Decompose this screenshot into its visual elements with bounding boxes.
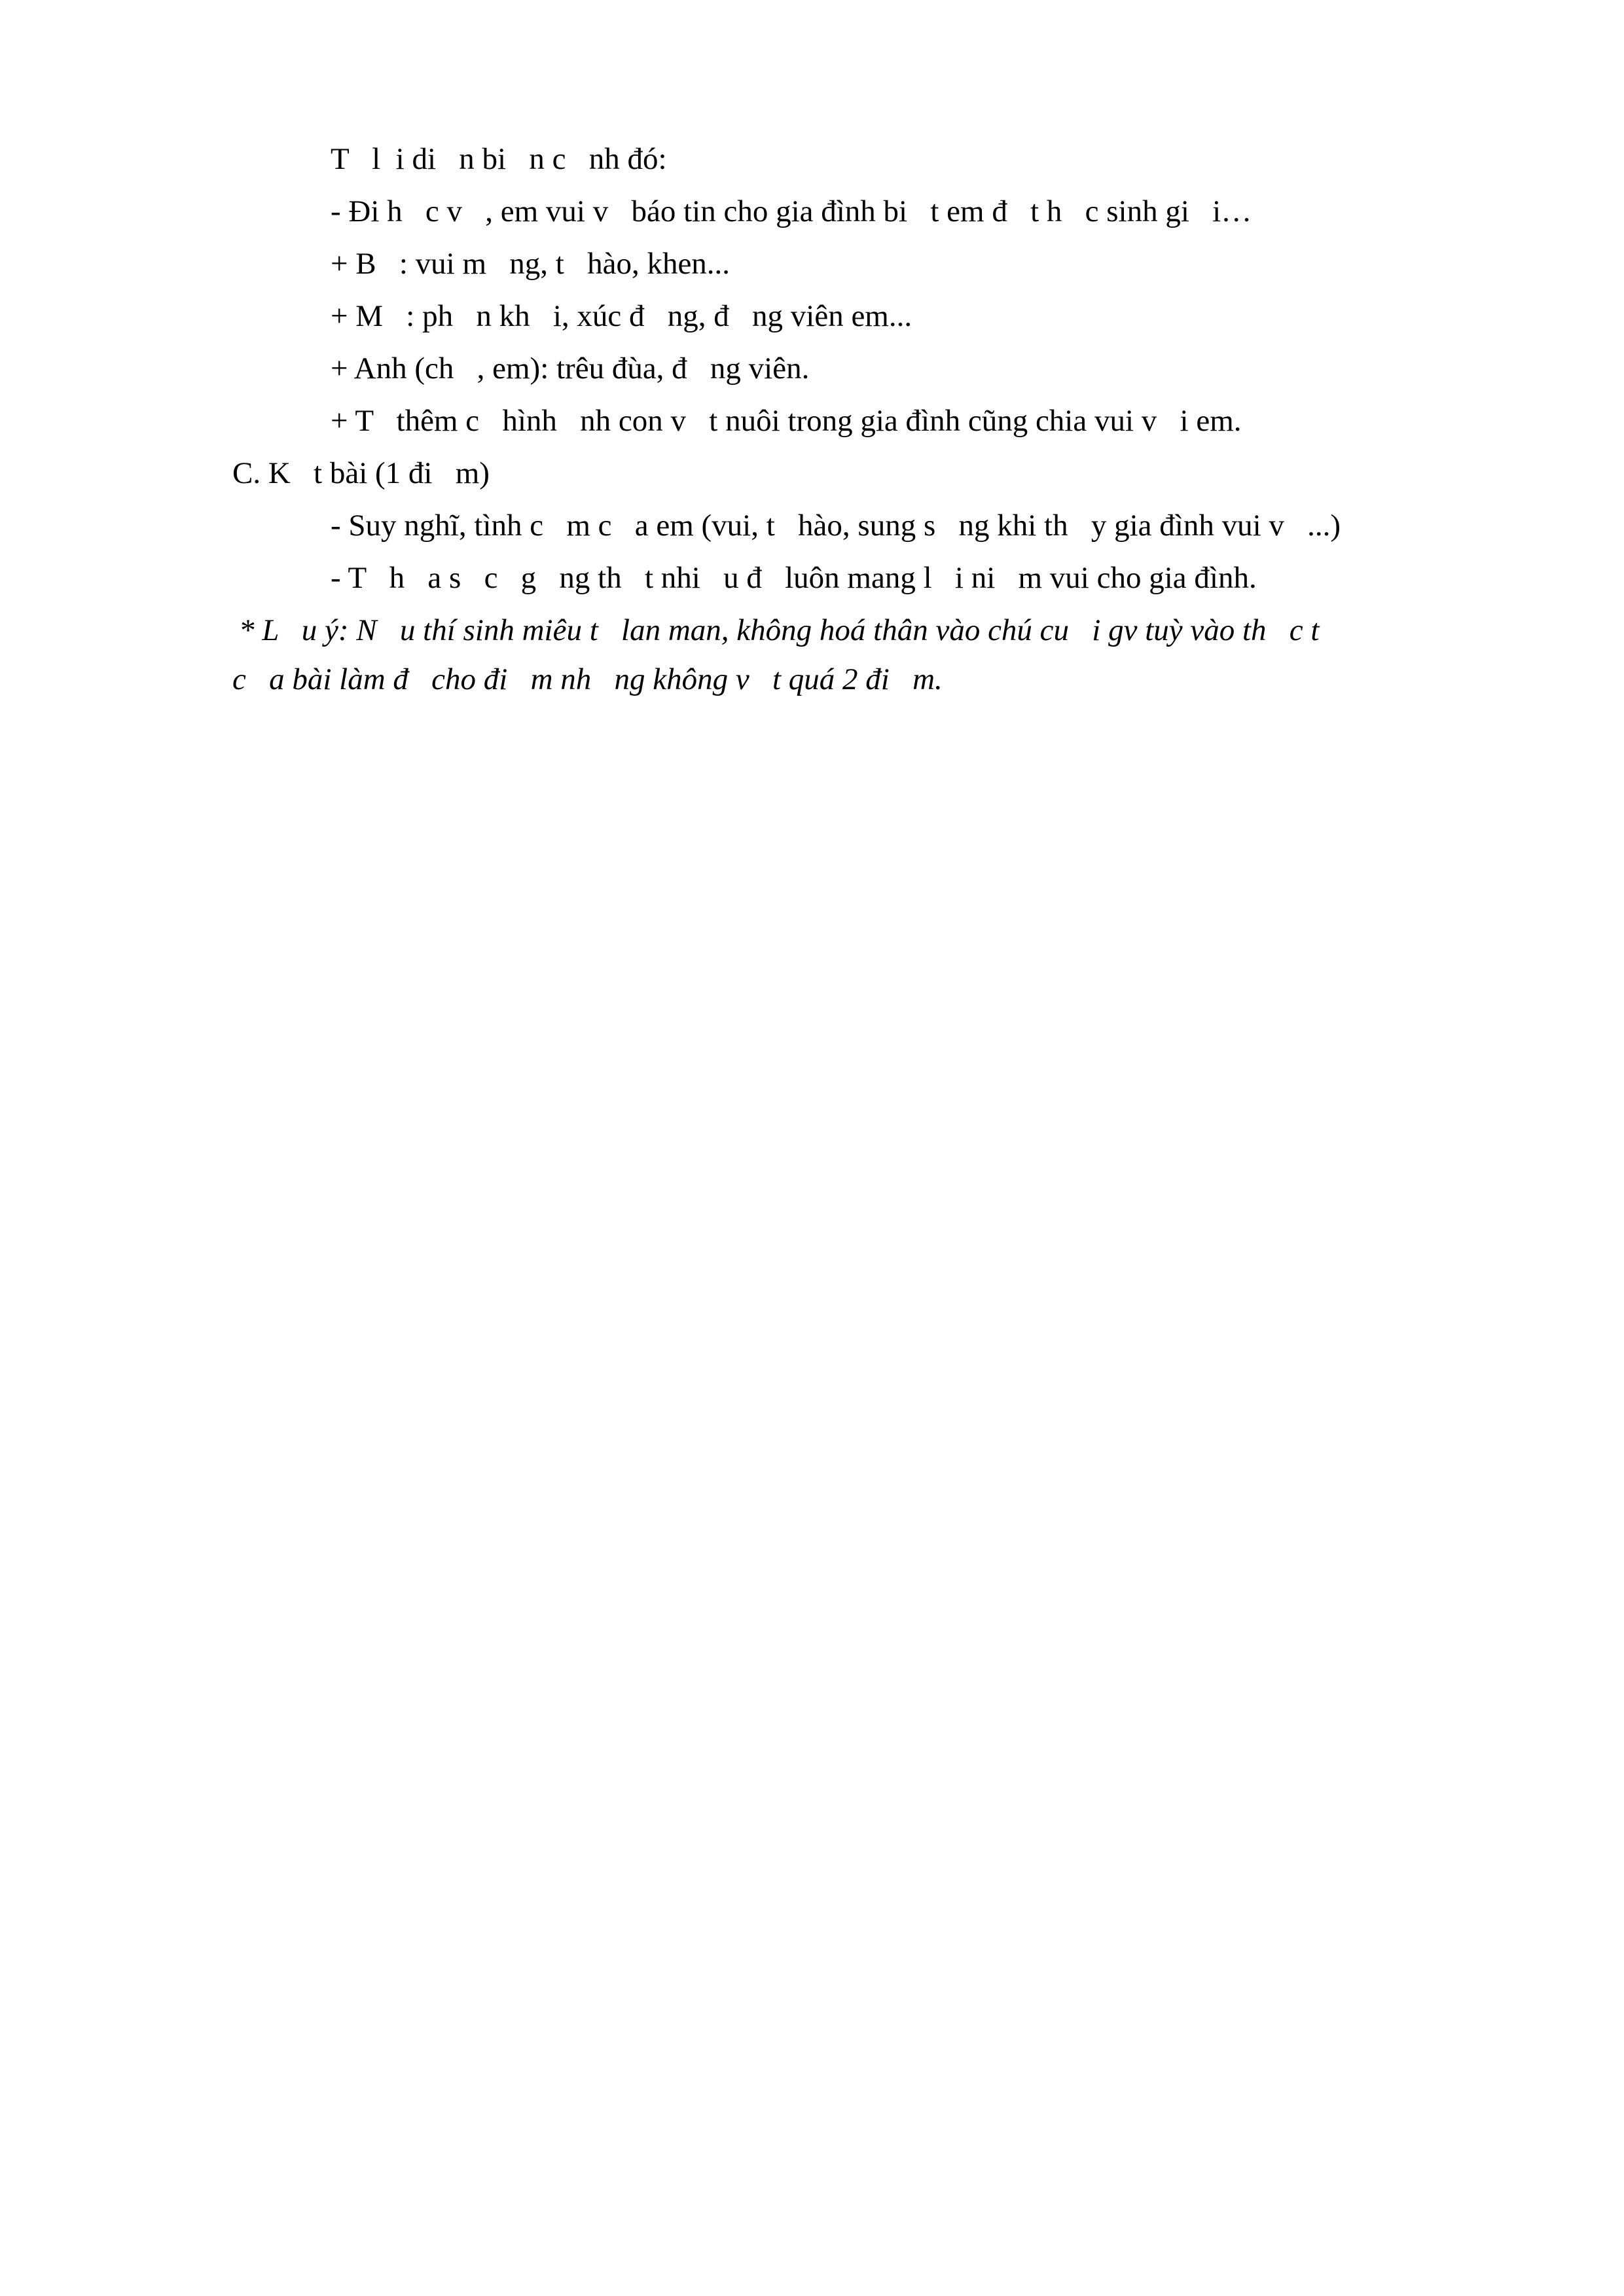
paragraph-item-5: + T thêm c hình nh con v t nuôi trong gia đình cũng chia vui v i em.	[331, 404, 1242, 438]
section-heading: C. K t bài (1 đi m)	[232, 456, 490, 490]
paragraph-item-1: - Đi h c v , em vui v báo tin cho gia đình bi t em đ t h c sinh gi i…	[331, 194, 1252, 228]
paragraph-item-3: + M : ph n kh i, xúc đ ng, đ ng viên em...	[331, 299, 912, 333]
note-line-1: * L u ý: N u thí sinh miêu t lan man, không hoá thân vào chú cu i gv tuỳ vào th c t	[239, 613, 1320, 647]
paragraph-item-2: + B : vui m ng, t hào, khen...	[331, 247, 731, 281]
paragraph-item-6: - Suy nghĩ, tình c m c a em (vui, t hào, sung s ng khi th y gia đình vui v ...)	[331, 509, 1341, 543]
note-line-2: c a bài làm đ cho đi m nh ng không v t quá 2 đi m.	[232, 662, 943, 696]
paragraph-intro: T l i di n bi n c nh đó:	[331, 142, 667, 176]
paragraph-item-7: - T h a s c g ng th t nhi u đ luôn mang l i ni m vui cho gia đình.	[331, 561, 1257, 595]
paragraph-item-4: + Anh (ch , em): trêu đùa, đ ng viên.	[331, 351, 810, 386]
